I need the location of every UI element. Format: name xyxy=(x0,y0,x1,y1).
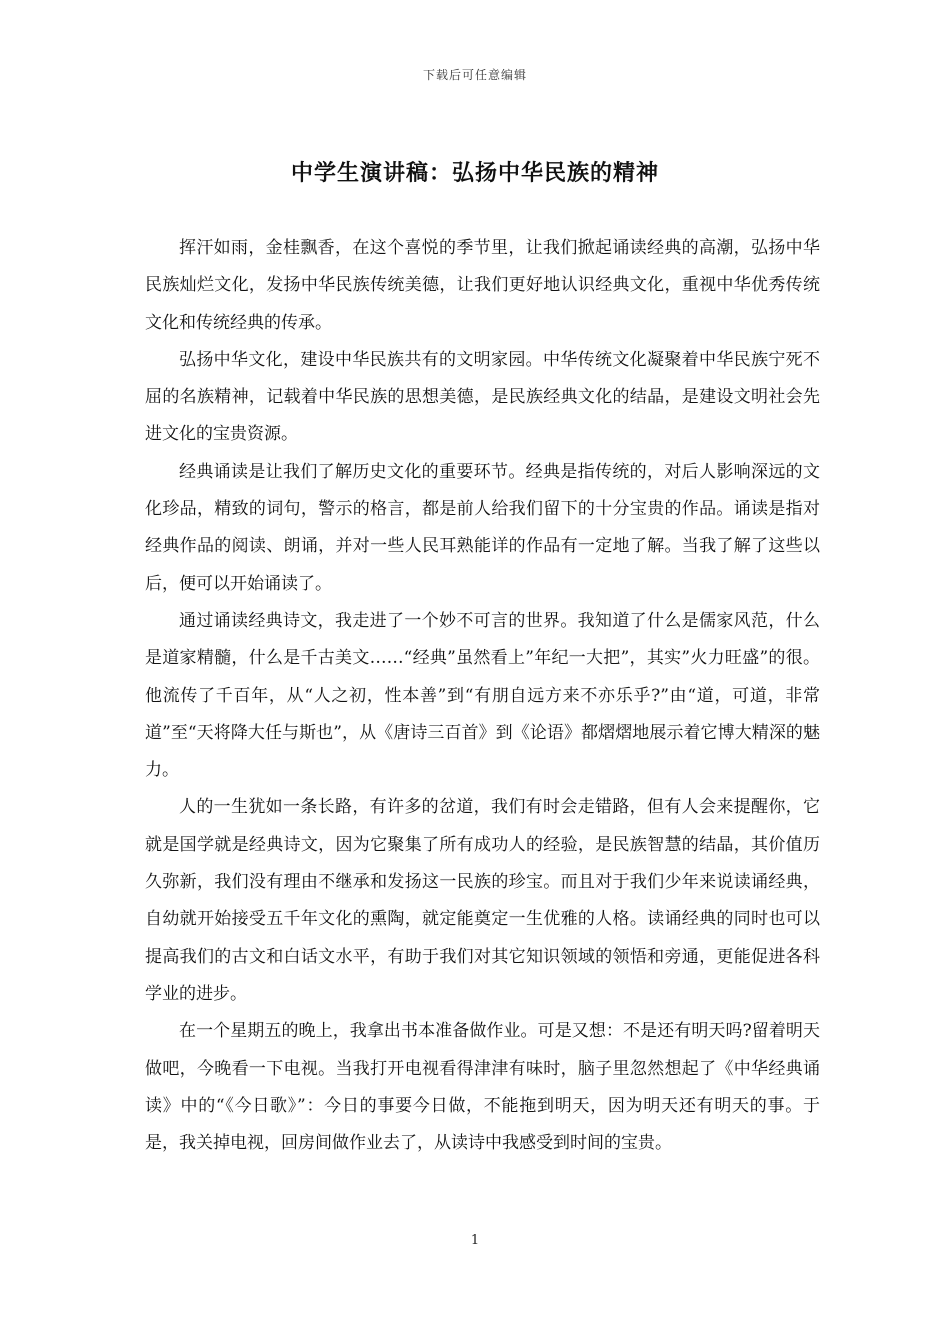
page-number: 1 xyxy=(470,1233,480,1248)
paragraph-1: 挥汗如雨，金桂飘香，在这个喜悦的季节里，让我们掀起诵读经典的高潮，弘扬中华民族灿烂文化，发扬中华民族传统美德，让我们更好地认识经典文化，重视中华优秀传统文化和传统经典的传承。 xyxy=(145,238,820,333)
paragraph-5: 人的一生犹如一条长路，有许多的岔道，我们有时会走错路，但有人会来提醒你，它就是国学就是经典诗文，因为它聚集了所有成功人的经验，是民族智慧的结晶，其价值历久弥新，我们没有理由不继承和发扬这一民族的珍宝。而且对于我们少年来说读诵经典，自幼就开始接受五千年文化的熏陶，就定能奠定一生优雅的人格。读诵经典的同时也可以提高我们的古文和白话文水平，有助于我们对其它知识领域的领悟和旁通，更能促进各科学业的进步。 xyxy=(145,797,820,1004)
paragraph-3: 经典诵读是让我们了解历史文化的重要环节。经典是指传统的，对后人影响深远的文化珍品，精致的词句，警示的格言，都是前人给我们留下的十分宝贵的作品。诵读是指对经典作品的阅读、朗诵，并对一些人民耳熟能详的作品有一定地了解。当我了解了这些以后，便可以开始诵读了。 xyxy=(145,461,820,594)
document-title: 中学生演讲稿：弘扬中华民族的精神 xyxy=(290,160,659,186)
paragraph-6: 在一个星期五的晚上，我拿出书本准备做作业。可是又想：不是还有明天吗?留着明天做吧，今晚看一下电视。当我打开电视看得津津有味时，脑子里忽然想起了《中华经典诵读》中的“《今日歌》”：今日的事要今日做，不能拖到明天，因为明天还有明天的事。于是，我关掉电视，回房间做作业去了，从读诗中我感受到时间的宝贵。 xyxy=(145,1021,820,1154)
document-body xyxy=(145,230,820,1162)
paragraph-4: 通过诵读经典诗文，我走进了一个妙不可言的世界。我知道了什么是儒家风范，什么是道家精髓，什么是千古美文……“经典”虽然看上”年纪一大把”，其实”火力旺盛”的很。他流传了千百年，从“人之初，性本善”到“有朋自远方来不亦乐乎?”由“道，可道，非常道”至“天将降大任与斯也”，从《唐诗三百首》到《论语》都熠熠地展示着它博大精深的魅力。 xyxy=(145,610,820,781)
paragraph-2: 弘扬中华文化，建设中华民族共有的文明家园。中华传统文化凝聚着中华民族宁死不屈的名族精神，记载着中华民族的思想美德，是民族经典文化的结晶，是建设文明社会先进文化的宝贵资源。 xyxy=(145,349,820,445)
header-note: 下载后可任意编辑 xyxy=(422,68,527,82)
